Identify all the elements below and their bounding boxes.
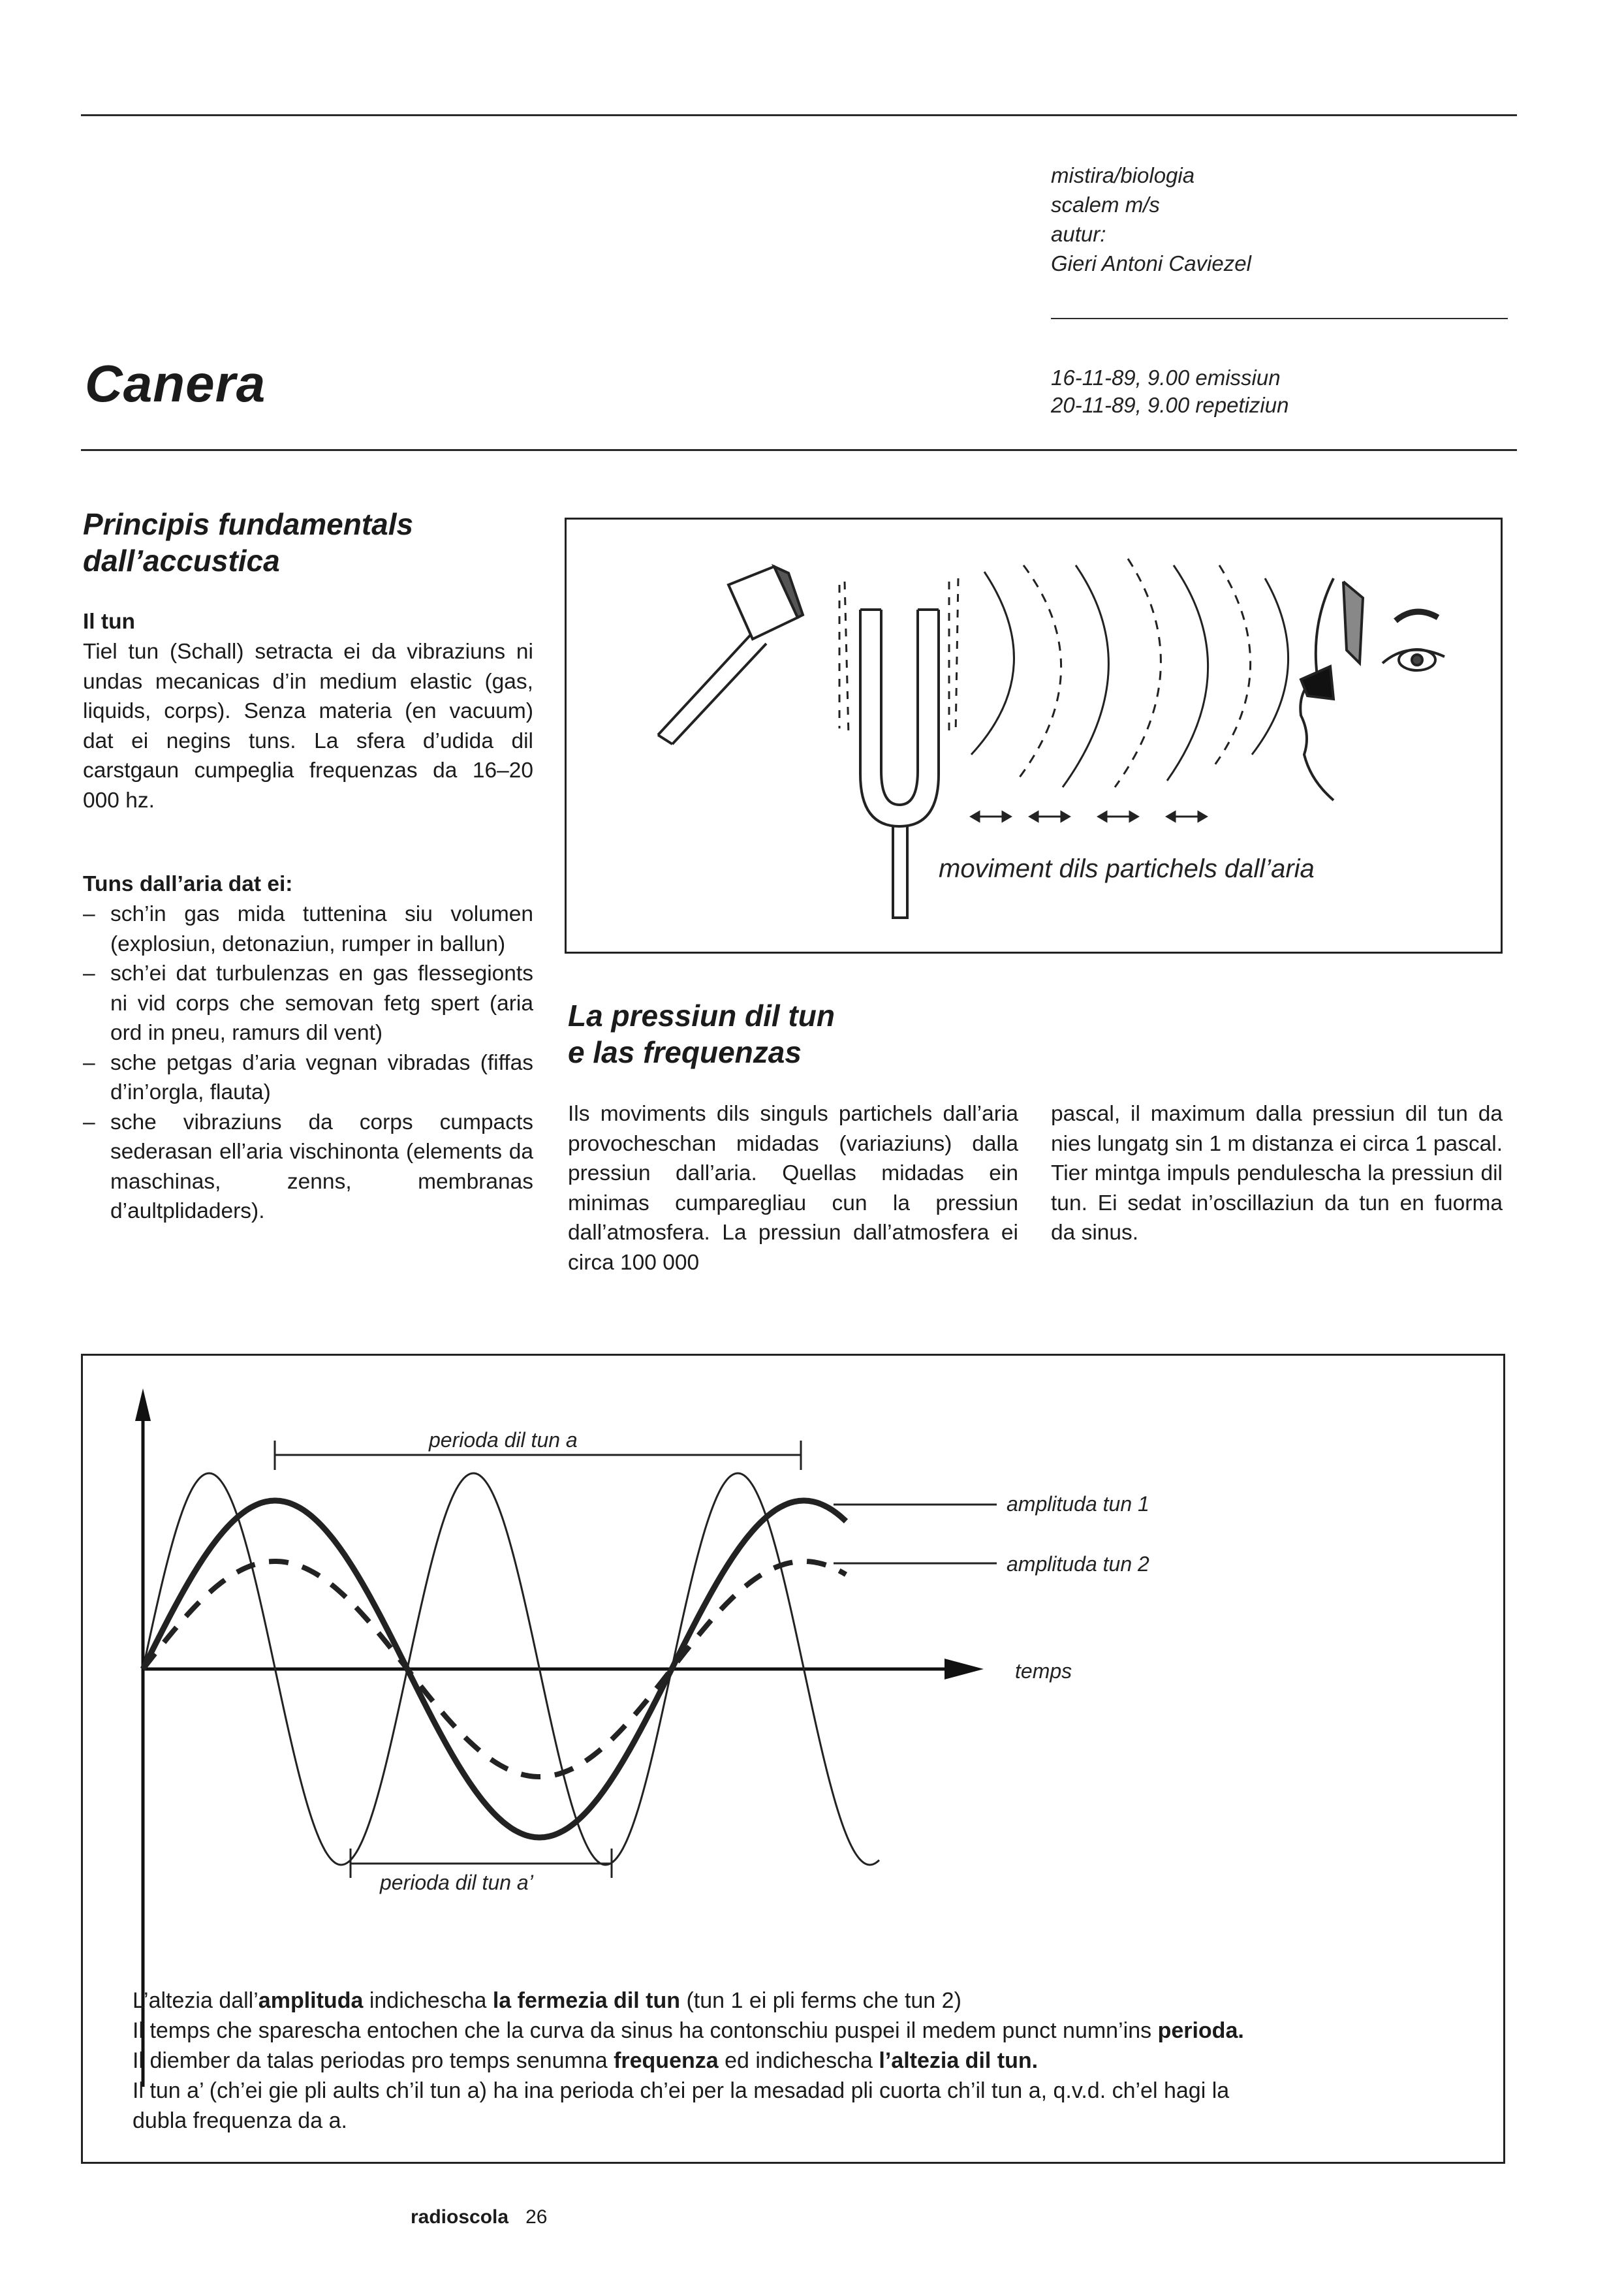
page-footer — [411, 2206, 547, 2228]
subheading-il-tun: Il tun — [83, 610, 136, 634]
section-heading-pressiun: La pressiun dil tun e las frequenzas — [568, 999, 835, 1069]
hammer-icon — [658, 567, 803, 744]
illustration-svg — [567, 520, 1501, 952]
list-item: – sch’ei dat turbulenzas en gas flessegionts ni vid corps che semovan fetg spert (aria ord in pneu, ramurs dil vent) — [83, 959, 533, 1048]
period-a-label: perioda dil tun a — [429, 1428, 578, 1452]
meta-rule — [1051, 318, 1508, 319]
title-rule — [81, 449, 1517, 451]
caption-line: Il tun a’ (ch’ei gie pli aults ch’il tun a) ha ina perioda ch’ei per la mesadad pli cuorta ch’il tun a, q.v.d. ch’el hagi la — [133, 2078, 1230, 2103]
broadcast-dates — [1051, 364, 1288, 419]
amplitude-2-label: amplituda tun 2 — [1007, 1552, 1149, 1576]
vibration-lines — [839, 578, 958, 735]
sound-waves — [971, 559, 1288, 787]
pressure-paragraph-col2: pascal, il maximum dalla pressiun dil tun da nies lungatg sin 1 m distanza ei circa 1 pascal. Tier mintga impuls pendulescha la pressiun dil tun. Ei sedat in’oscillaziun da tun en fuorma da sinus. — [1051, 1102, 1503, 1245]
caption-line: Il diember da talas periodas pro temps senumna frequenza ed indichescha l’altezia dil tun. — [133, 2048, 1038, 2073]
subject-line: mistira/biologia — [1051, 163, 1195, 187]
list-item: – sche vibraziuns da corps cumpacts sederasan ell’aria vischinonta (elements da maschinas, zenns, membranas d’aultplidaders). — [83, 1108, 533, 1226]
broadcast-date: 16-11-89, 9.00 emissiun — [1051, 366, 1281, 390]
diagram-explanation — [133, 1986, 1490, 2136]
level-line: scalem m/s — [1051, 193, 1160, 217]
sine-wave-diagram — [81, 1354, 1505, 2164]
page-title: Canera — [85, 354, 266, 413]
page-number: 26 — [525, 2206, 548, 2228]
course-info — [1051, 161, 1251, 278]
air-particle-illustration — [565, 518, 1503, 954]
tuning-fork-icon — [860, 610, 939, 918]
list-item: – sche petgas d’aria vegnan vibradas (fiffas d’in’orgla, flauta) — [83, 1048, 533, 1108]
time-axis-arrow — [945, 1659, 984, 1679]
illustration-caption: moviment dils partichels dall’aria — [939, 854, 1315, 883]
period-a-prime-label: perioda dil tun a’ — [380, 1871, 533, 1894]
y-axis-arrow — [135, 1388, 151, 1421]
author-name: Gieri Antoni Caviezel — [1051, 251, 1251, 275]
section-heading: Principis fundamentals dall’accustica — [83, 507, 414, 578]
ear-icon — [1300, 578, 1444, 800]
top-rule — [81, 114, 1517, 116]
repeat-date: 20-11-89, 9.00 repetiziun — [1051, 393, 1289, 417]
paragraph-il-tun: Tiel tun (Schall) setracta ei da vibraziuns ni undas mecanicas d’in medium elastic (gas, liquids, corps). Senza materia (en vacuum) dat ei negins tuns. La sfera d’udida dil carstgaun cumpeglia frequenzas da 16–20 000 hz. — [83, 640, 533, 813]
pressure-paragraph-col1: Ils moviments dils singuls partichels dall’aria provocheschan midadas (variaziuns) dalla pressiun dall’aria. Quellas midadas ein minimas cumparegliau cun la pressiun dall’atmosfera. La pressiun dall’atmosfera ei circa 100 000 — [568, 1102, 1018, 1275]
subheading-tuns-aria: Tuns dall’aria dat ei: — [83, 872, 293, 896]
amplitude-1-label: amplituda tun 1 — [1007, 1492, 1149, 1516]
list-item: – sch’in gas mida tuttenina siu volumen (explosiun, detonaziun, rumper in ballun) — [83, 899, 533, 959]
sound-sources-list — [83, 899, 533, 1226]
publication-name: radioscola — [411, 2206, 509, 2228]
caption-line: Il temps che sparescha entochen che la curva da sinus ha contonschiu puspei il medem punct numn’ins perioda. — [133, 2018, 1244, 2043]
caption-line: L’altezia dall’amplituda indichescha la fermezia dil tun (tun 1 ei pli ferms che tun 2) — [133, 1988, 961, 2013]
author-label: autur: — [1051, 222, 1106, 246]
caption-line: dubla frequenza da a. — [133, 2108, 347, 2133]
particle-arrows — [971, 812, 1206, 821]
time-axis-label: temps — [1015, 1659, 1072, 1683]
